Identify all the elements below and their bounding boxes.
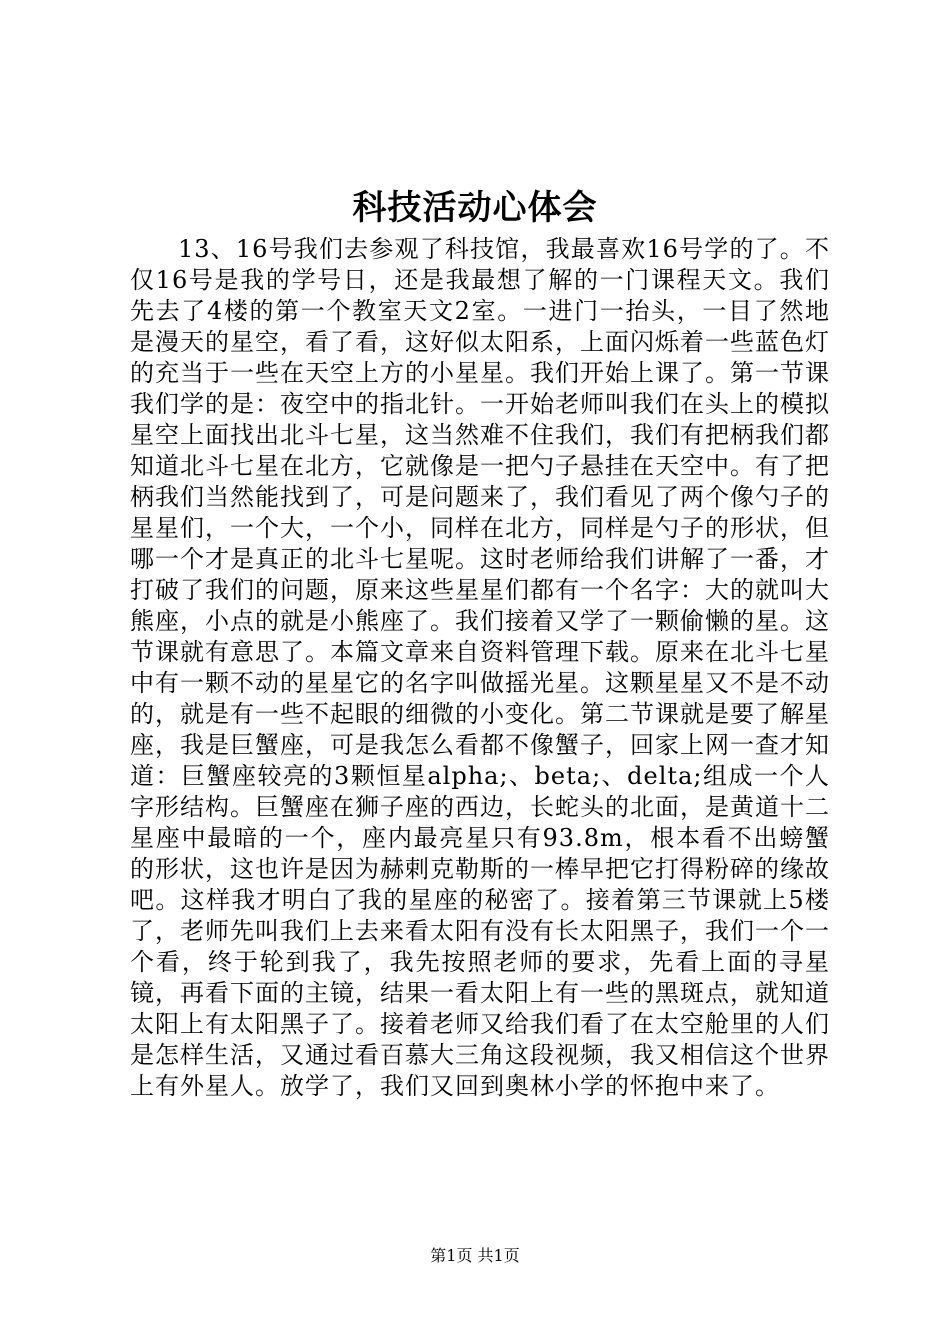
body-paragraph: 13、16号我们去参观了科技馆，我最喜欢16号学的了。不仅16号是我的学号日，还是我最想了解的一门课程天文。我们先去了4楼的第一个教室天文2室。一进门一抬头，一目了然地是漫天的星空，看了看，这好似太阳系，上面闪烁着一些蓝色灯的充当于一些在天空上方的小星星。我们开始上课了。第一节课我们学的是：夜空中的指北针。一开始老师叫我们在头上的模拟星空上面找出北斗七星，这当然难不住我们，我们有把柄我们都知道北斗七星在北方，它就像是一把勺子悬挂在天空中。有了把柄我们当然能找到了，可是问题来了，我们看见了两个像勺子的星星们，一个大，一个小，同样在北方，同样是勺子的形状，但哪一个才是真正的北斗七星呢。这时老师给我们讲解了一番，才打破了我们的问题，原来这些星星们都有一个名字：大的就叫大熊座，小点的就是小熊座了。我们接着又学了一颗偷懒的星。这节课就有意思了。本篇文章来自资料管理下载。原来在北斗七星中有一颗不动的星星它的名字叫做摇光星。这颗星星又不是不动的，就是有一些不起眼的细微的小变化。第二节课就是要了解星座，我是巨蟹座，可是我怎么看都不像蟹子，回家上网一查才知道：巨蟹座较亮的3颗恒星alpha;、beta;、delta;组成一个人字形结构。巨蟹座在狮子座的西边，长蛇头的北面，是黄道十二星座中最暗的一个，座内最亮星只有93.8m，根本看不出螃蟹的形状，这也许是因为赫剌克勒斯的一棒早把它打得粉碎的缘故吧。这样我才明白了我的星座的秘密了。接着第三节课就上5楼了，老师先叫我们上去来看太阳有没有长太阳黑子，我们一个一个看，终于轮到我了，我先按照老师的要求，先看上面的寻星镜，再看下面的主镜，结果一看太阳上有一些的黑斑点，就知道太阳上有太阳黑子了。接着老师又给我们看了在太空舱里的人们是怎样生活，又通过看百慕大三角这段视频，我又相信这个世界上有外星人。放学了，我们又回到奥林小学的怀抱中来了。 bbox=[130, 235, 830, 1100]
page-number-footer: 第1页 共1页 bbox=[430, 1246, 520, 1265]
page-title: 科技活动心体会 bbox=[352, 188, 598, 228]
